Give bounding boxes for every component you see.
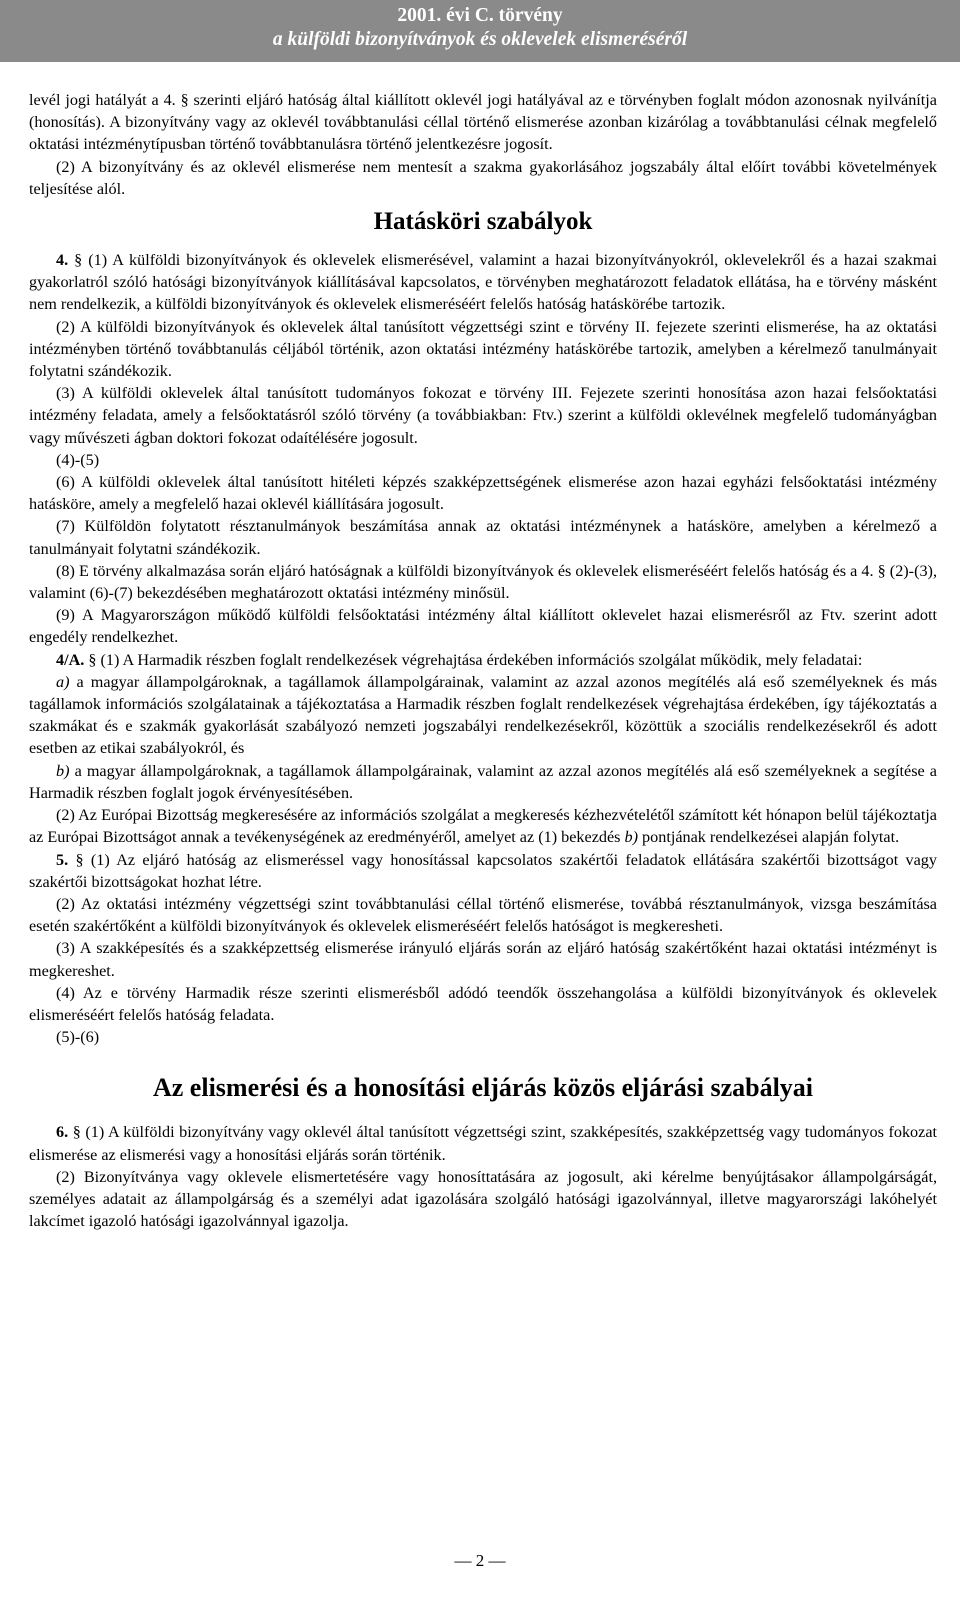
paragraph-text: § (1) Az eljáró hatóság az elismeréssel vagy honosítással kapcsolatos szakértői feladatok ellátására szakértői bizottságot vagy szakértői bizottságokat hozhat létre. xyxy=(29,850,937,891)
point-label: b) xyxy=(56,761,70,780)
paragraph-text: § (1) A külföldi bizonyítvány vagy oklevél által tanúsított végzettségi szint, szakképesítés, szakképzettség vagy tudományos fokozat elismerése az elismerési vagy a honosítási eljárás során történik. xyxy=(29,1123,937,1164)
paragraph xyxy=(29,249,937,316)
paragraph-text: a magyar állampolgároknak, a tagállamok állampolgárainak, valamint az azzal azonos megítélés alá eső személyeknek és más tagállamok információs szolgálatainak a tájékoztatása a Harmadik részben foglalt rendelkezések végrehajtása érdekében, így tájékoztatás a szakmákat és e szakmák gyakorlását szabályozó nemzeti jogszabályi rendelkezésekről, közöttük a szociális rendelkezésekről és adott esetben az etikai szabályokról, és xyxy=(29,672,937,758)
section-heading: Az elismerési és a honosítási eljárás közös eljárási szabályai xyxy=(152,1073,814,1103)
paragraph: (7) Külföldön folytatott résztanulmányok beszámítása annak az oktatási intézménynek a hatásköre, amelyben a kérelmező a tanulmányait folytatni szándékozik. xyxy=(29,517,937,558)
section-heading: Hatásköri szabályok xyxy=(373,208,593,236)
paragraph: (2) A bizonyítvány és az oklevél elismerése nem mentesít a szakma gyakorlásához jogszabály által előírt további követelmények teljesítése alól. xyxy=(29,157,937,198)
paragraph: (2) Az oktatási intézmény végzettségi szint továbbtanulási céllal történő elismerése, továbbá résztanulmányok, vizsga beszámítása esetén szakértőként a külföldi bizonyítványok és oklevelek elismeréséért felelős hatóságot is megkeresheti. xyxy=(29,894,937,936)
paragraph: (4)-(5) xyxy=(56,450,100,469)
paragraph: (3) A külföldi oklevelek által tanúsított tudományos fokozat e törvény III. Fejezete szerinti honosítása azon hazai felsőoktatási intézmény feladata, amely a felsőoktatásról szóló törvény (a továbbiakban: Ftv.) szerint a külföldi oklevélnek megfelelő tudományágban vagy művészeti ágban doktori fokozat odaítélésére jogosult. xyxy=(29,384,937,447)
paragraph xyxy=(29,804,937,848)
paragraph-text: a magyar állampolgároknak, a tagállamok állampolgárainak, valamint az azzal azonos megítélés alá eső személyeknek a segítése a Harmadik részben foglalt jogok érvényesítésében. xyxy=(29,761,937,802)
paragraph: (4) Az e törvény Harmadik része szerinti elismerésből adódó teendők összehangolása a külföldi bizonyítványok és oklevelek elismeréséért felelős hatóság feladata. xyxy=(29,983,937,1024)
document-body xyxy=(29,89,937,1232)
paragraph xyxy=(29,649,937,671)
paragraph-text: (2) Az Európai Bizottság megkeresésére az információs szolgálat a megkeresés kézhezvételétől számított két hónapon belül tájékoztatja az Európai Bizottságot annak a tevékenységének az eredményéről, amelyet az (1) bekezdés xyxy=(29,806,937,847)
paragraph: (5)-(6) xyxy=(56,1028,100,1047)
paragraph: (9) A Magyarországon működő külföldi felsőoktatási intézmény által kiállított oklevelet hazai elismerésről az Ftv. szerint adott engedély rendelkezhet. xyxy=(29,606,937,647)
paragraph-text: § (1) A külföldi bizonyítványok és oklevelek elismerésével, valamint a hazai bizonyítványokról, oklevelekről és a hazai szakmai gyakorlatról szóló hatósági bizonyítványok kiállításával kapcsolatos, e törvényben meghatározott feladatok ellátása, ha e törvény másként nem rendelkezik, a külföldi bizonyítványok és oklevelek elismeréséért felelős hatóság hatáskörébe tartozik. xyxy=(29,251,937,314)
page-number: — 2 — xyxy=(454,1551,506,1570)
header-law-title: 2001. évi C. törvény xyxy=(397,5,563,26)
paragraph xyxy=(29,1121,937,1165)
paragraph: (2) Bizonyítványa vagy oklevele elismertetésére vagy honosíttatására az jogosult, aki kérelme benyújtásakor állampolgárságát, személyes adatait az állampolgárság és a személyi adat igazolására szolgáló hatósági igazolvánnyal, illetve magyarországi lakóhelyét lakcímet igazoló hatósági igazolvánnyal igazolja. xyxy=(29,1167,937,1231)
paragraph: levél jogi hatályát a 4. § szerinti eljáró hatóság által kiállított oklevél jogi hatályával az e törvényben foglalt módon azonosnak nyilvánítja (honosítás). A bizonyítvány vagy az oklevél továbbtanulási céllal történő elismerése azonban kizárólag a továbbtanulási célnak megfelelő oktatási intézménytípusban történő továbbtanulásra történő jelentkezésre jogosít. xyxy=(29,91,937,154)
point-label: b) xyxy=(624,828,638,847)
paragraph xyxy=(29,760,937,804)
paragraph: (8) E törvény alkalmazása során eljáró hatóságnak a külföldi bizonyítványok és oklevelek elismeréséért felelős hatóság és a 4. § (2)-(3), valamint (6)-(7) bekezdésében meghatározott oktatási intézmény minősül. xyxy=(29,561,937,603)
section-number: 6. xyxy=(56,1123,69,1142)
section-number: 5. xyxy=(56,850,69,869)
paragraph xyxy=(29,849,937,893)
section-number: 4/A. xyxy=(56,650,85,669)
section-number: 4. xyxy=(56,251,69,270)
paragraph: (2) A külföldi bizonyítványok és oklevelek által tanúsított végzettségi szint e törvény II. fejezete szerinti elismerése, ha az oktatási intézményben történő továbbtanulás céljából történik, azon oktatási intézmény hatáskörébe tartozik, amelyben a kérelmező tanulmányait folytatni szándékozik. xyxy=(29,317,937,381)
paragraph-text: § (1) A Harmadik részben foglalt rendelkezések végrehajtása érdekében információs szolgálat működik, mely feladatai: xyxy=(84,650,863,669)
paragraph-text: pontjának rendelkezései alapján folytat. xyxy=(638,828,900,847)
paragraph: (3) A szakképesítés és a szakképzettség elismerése irányuló eljárás során az eljáró hatóság szakértőként hazai oktatási intézményt is megkereshet. xyxy=(29,939,937,980)
header-law-subtitle: a külföldi bizonyítványok és oklevelek elismeréséről xyxy=(272,29,688,50)
page-header xyxy=(0,0,960,62)
point-label: a) xyxy=(56,672,70,691)
paragraph: (6) A külföldi oklevelek által tanúsított hitéleti képzés szakképzettségének elismerése azon hazai egyházi felsőoktatási intézmény hatásköre, amely a megfelelő hazai oklevél kiállítására jogosult. xyxy=(29,473,937,514)
paragraph xyxy=(29,671,937,760)
